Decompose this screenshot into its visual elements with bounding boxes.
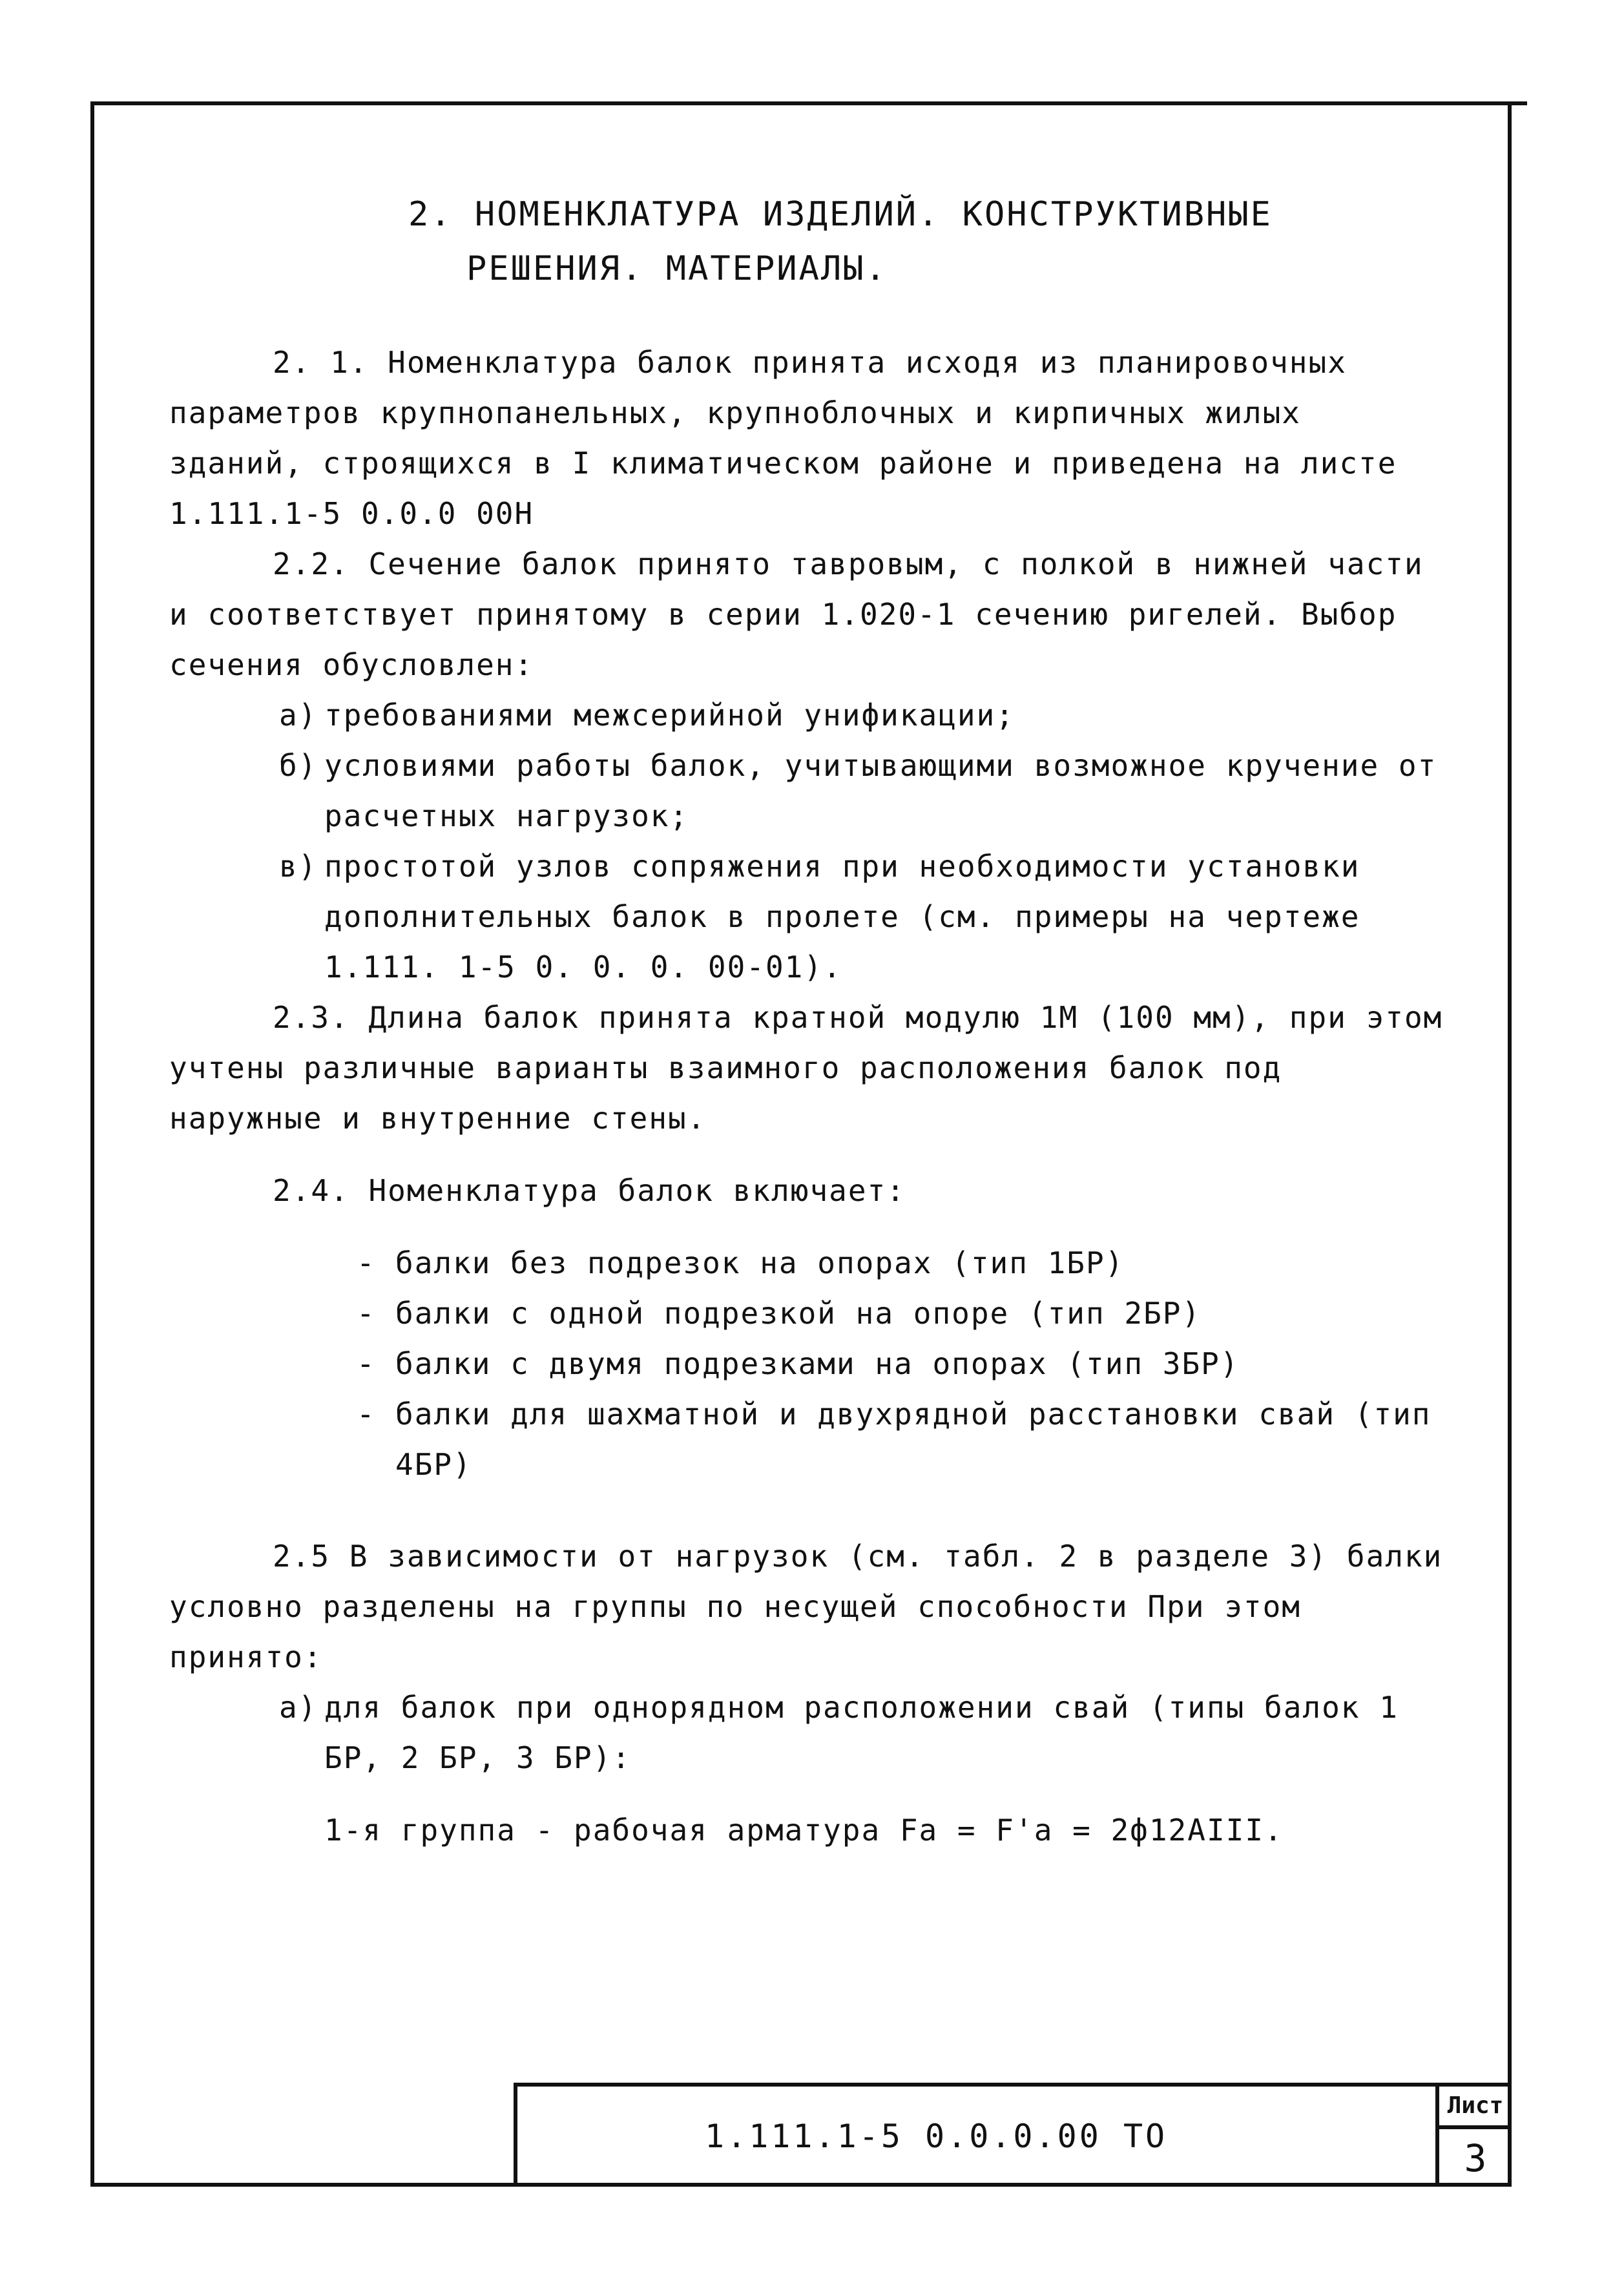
list-item-marker: - [357,1296,376,1331]
paragraph-2-4: 2.4. Номенклатура балок включает: [273,1173,906,1208]
list-item [357,1238,1448,1288]
list-item-marker: - [357,1245,376,1280]
list-item-text: балки с двумя подрезками на опорах (тип 3БР) [395,1346,1240,1381]
list-item-text: простотой узлов сопряжения при необходимости установки дополнительных балок в пролете (см. примеры на чертеже 1.111. 1-5 0. 0. 0. 00-01). [324,849,1360,984]
sheet-box [1435,2087,1512,2187]
list-item-text: балки с одной подрезкой на опоре (тип 2БР) [395,1296,1202,1331]
group-1-line: 1-я группа - рабочая арматура Fa = F'a = 2ф12АIII. [324,1813,1284,1848]
list-2-5 [169,1682,1448,1783]
list-item [279,740,1448,841]
list-item [279,690,1448,740]
list-item-marker: - [357,1346,376,1381]
list-item [357,1389,1448,1490]
section-title [408,187,1448,296]
list-item [357,1338,1448,1389]
list-2-2 [169,690,1448,992]
paragraph-2-2: 2.2. Сечение балок принято тавровым, с полкой в нижней части и соответствует принятому в серии 1.020-1 сечению ригелей. Выбор сечения обусловлен: [169,547,1424,682]
paragraph-2-5: 2.5 В зависимости от нагрузок (см. табл. 2 в разделе 3) балки условно разделены на группы по несущей способности При этом принято: [169,1539,1443,1674]
sheet-number: 3 [1464,2136,1487,2180]
list-item-marker: в) [279,849,318,884]
list-2-4 [169,1238,1448,1490]
list-item-marker: а) [279,698,318,733]
list-item-text: требованиями межсерийной унификации; [324,698,1015,733]
sheet-label: Лист [1439,2087,1512,2129]
list-item-marker: - [357,1397,376,1432]
list-item-text: балки для шахматной и двухрядной расстановки свай (тип 4БР) [395,1397,1431,1482]
list-item [279,841,1448,992]
paragraph-2-1: 2. 1. Номенклатура балок принята исходя из планировочных параметров крупнопанельных, крупноблочных и кирпичных жилых зданий, строящихся в I климатическом районе и приведена на листе 1.111.1-5 0.0.0 00Н [169,345,1397,531]
document-body [169,187,1448,1855]
list-item-marker: б) [279,748,318,783]
list-item-text: для балок при однорядном расположении свай (типы балок 1 БР, 2 БР, 3 БР): [324,1690,1399,1775]
list-item [279,1682,1448,1783]
section-title-line2: РЕШЕНИЯ. МАТЕРИАЛЫ. [466,249,888,288]
list-item-marker: а) [279,1690,318,1725]
title-block [514,2083,1512,2187]
section-title-line1: 2. НОМЕНКЛАТУРА ИЗДЕЛИЙ. КОНСТРУКТИВНЫЕ [408,195,1273,234]
list-item-text: балки без подрезок на опорах (тип 1БР) [395,1245,1125,1280]
paragraph-2-3: 2.3. Длина балок принята кратной модулю 1М (100 мм), при этом учтены различные варианты взаимного расположения балок под наружные и внутренние стены. [169,1000,1443,1136]
list-item-text: условиями работы балок, учитывающими возможное кручение от расчетных нагрузок; [324,748,1437,833]
list-item [357,1288,1448,1338]
document-code: 1.111.1-5 0.0.0.00 ТО [705,2118,1168,2155]
frame-edge [1508,101,1527,105]
